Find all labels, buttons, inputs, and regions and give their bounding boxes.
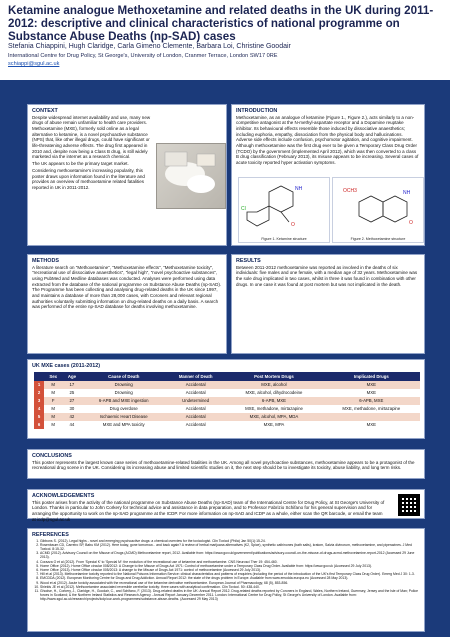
table-row xyxy=(34,381,420,389)
references-title: REFERENCES xyxy=(32,532,69,538)
table-row xyxy=(34,421,420,429)
cell-cause: Drowning xyxy=(81,381,166,389)
reference-item: 6. Home Office (2013). Home Office circular 005/2013: A change to the Misuse of Drugs Act 1971: control of methoxetamine (Accessed 29 July 2013). xyxy=(40,568,420,572)
qr-code[interactable] xyxy=(398,494,420,516)
cell-manner: Accidental xyxy=(166,413,225,421)
poster-header xyxy=(0,0,450,80)
cell-age: 17 xyxy=(62,381,81,389)
cell-cause: 6-APB and MXE ingestion xyxy=(81,397,166,405)
conclusions-text: This poster represents the largest known case series of methoxetamine-related fatalities in the UK. Among all novel psychoactive substances, methoxetamine appears to be a protagonist of the recreational drug scene in the UK. Considering its increasing abuse and limited scientific studies on it, the next step should be to investigate its toxicity, abuse liability, and long term risks. xyxy=(32,459,415,471)
reference-item: 4. Corazza O et al (2012). From 'Special K' to 'Special M': the evolution of the recreational use of ketamine and methoxetamine. CNS Neurosci Ther 19: 454-460. xyxy=(40,560,420,564)
cell-sex: M xyxy=(44,381,62,389)
reference-item: 2. Rosenbaum CD, Carreiro SP, Babu KM (2012). Here today, gone tomorrow... and back again? A review of herbal marijuana alternatives (K2, Spice), synthetic cathinones (bath salts), kratom, Salvia divinorum, methoxetamine, and piperazines. J Med Toxicol. 8:15-32. xyxy=(40,543,420,551)
cell-index: 2 xyxy=(34,389,44,397)
cell-manner: Undetermined xyxy=(166,397,225,405)
context-paragraph: The UK appears to be the primary target market. xyxy=(32,161,129,167)
authors: Stefania Chiappini, Hugh Claridge, Carla Gimeno Clemente, Barbara Loi, Christine Goodair xyxy=(8,43,291,50)
col-header-manner: Manner of Death xyxy=(166,372,225,381)
institution: International Centre for Drug Policy, St George's, University of London, Cranmer Terrace, London SW17 0RE xyxy=(8,53,278,59)
context-text xyxy=(28,115,156,191)
cell-implicated: MXE xyxy=(323,421,420,429)
cell-pm-drugs: MXE, alcohol, dihydrocodeine xyxy=(225,389,322,397)
methods-title: METHODS xyxy=(32,258,59,264)
cell-manner: Accidental xyxy=(166,381,225,389)
figure-1-caption: Figure 1. Ketamine structure xyxy=(261,237,307,241)
context-panel xyxy=(27,104,227,246)
context-paragraph: Despite widespread internet availability and use, many new drugs of abuse remain unfamiliar to health care providers. Methoxetamine (MXE), formerly sold online as a legal alternative to ketamine, is a novel psychoactive substance (NPS) that, like other illegal drugs, could have significant or life-threatening adverse effects. The drug first appeared in 2010 and, despite now being a Class B drug, is still widely marketed via the internet as a research chemical. xyxy=(32,114,151,160)
cell-cause: Drowning xyxy=(81,389,166,397)
table-row xyxy=(34,405,420,413)
cell-sex: M xyxy=(44,405,62,413)
acknowledgements-text: This poster arises from the activity of the national programme on Substance Abuse Deaths (np-SAD) team of the International Centre for Drug Policy, at St George's University of London. Thanks in particular to John Corkery for technical advice and assistance in data preparation, and to Professor Fabrizio Schifano for his general supervision and for arranging the opportunity to work on the np-SAD programme at the ICDP. For more information on np-SAD and ICDP as a whole, either scan the QR barcode, or email the team at icdp@sgul.ac.uk xyxy=(32,499,385,522)
cell-age: 27 xyxy=(62,397,81,405)
svg-text:NH: NH xyxy=(295,186,303,192)
cell-age: 42 xyxy=(62,413,81,421)
figure-2-caption: Figure 2. Methoxetamine structure xyxy=(350,237,406,241)
svg-text:OCH3: OCH3 xyxy=(343,188,357,194)
table-row xyxy=(34,413,420,421)
cell-implicated: 6-APB, MXE xyxy=(323,397,420,405)
reference-item: 1. Gibbons S. (2012). Legal highs - novel and emerging psychoactive drugs: a chemical overview for the toxicologist. Clin Toxicol (Phila) Jan 50(1):15-24. xyxy=(40,539,420,543)
methods-panel xyxy=(27,254,227,354)
col-header-pm-drugs: Post Mortem Drugs xyxy=(225,372,322,381)
cell-cause: Drug overdose xyxy=(81,405,166,413)
table-row xyxy=(34,397,420,405)
col-header-sex: Sex xyxy=(44,372,62,381)
cell-index: 6 xyxy=(34,421,44,429)
cell-implicated: MXE, methadone, mirtazapine xyxy=(323,405,420,413)
reference-item: 9. Wood et al (2012). Acute toxicity associated with the recreational use of the ketamine derivative methoxetamine. European Journal of Pharmacology; 68 (5), 853-856. xyxy=(40,581,420,585)
references-list-wrap xyxy=(28,539,424,602)
context-paragraph: Considering methoxetamine's increasing popularity, this poster draws upon information found in the literature and provides an overview of methoxetamine related fatalities reported in UK in 2011-2012. xyxy=(32,167,145,190)
cell-manner: Accidental xyxy=(166,389,225,397)
cell-manner: Accidental xyxy=(166,421,225,429)
cell-sex: M xyxy=(44,421,62,429)
introduction-title: INTRODUCTION xyxy=(236,108,278,114)
uk-mxe-cases-panel xyxy=(27,359,425,439)
methoxetamine-structure-figure xyxy=(332,177,424,243)
methods-text: A literature search on "Methoxetamine", "Methoxetamine effects", "Methoxetamine toxicity", "recreational use of dissociative anaesthetics", "legal high", "novel psychoactive substances", using PubMed and Medline databases was conducted. Analyses were performed using data extracted from the database of the national programme on Substance Abuse Deaths (np-SAD). The Programme has been collecting and analysing drug-related deaths in the UK since 1997, and maintains a database of more than 28,000 cases, with Coroners and relevant regional authorities voluntarily submitting information on drug-related deaths on a daily basis. A search was performed of the entire np-SAD database for deaths involving methoxetamine. xyxy=(32,264,222,310)
cell-pm-drugs: 6-APB, MXE xyxy=(225,397,322,405)
cell-index: 3 xyxy=(34,397,44,405)
introduction-text: Methoxetamine, as an analogue of ketamine (Figure 1., Figure 2.), acts similarly to a non-competitive antagonist at the N-methyl-aspartate receptor and a Dopamine reuptake inhibitor. Its behavioural effects resemble those induced by dissociative anaesthetics; including euphoria, empathy, dissociation from the physical body and hallucinations. Adverse side effects include confusion, psychomotor agitation, and cognitive impairment. Although methoxetamine was the first drug ever to be given a Temporary Class Drug Order (TCDO) by the government (implemented April 2012), which was then converted to a class B drug classification (February 2013), its misuse appears to be increasing. Several cases of acute toxicity reported hyper activation symptoms. xyxy=(236,114,419,166)
conclusions-panel xyxy=(27,449,425,479)
acknowledgements-panel xyxy=(27,489,425,522)
cell-age: 44 xyxy=(62,421,81,429)
cell-age: 30 xyxy=(62,405,81,413)
cell-sex: M xyxy=(44,389,62,397)
cell-manner: Accidental xyxy=(166,405,225,413)
svg-text:O: O xyxy=(291,222,295,228)
cell-age: 25 xyxy=(62,389,81,397)
reference-item: 11. Ghodse, H., Corkery, J., Claridge, H., Goodair, C., and Schifano, F. (2013). Drug-related deaths in the UK: Annual Report 2012. Drug-related deaths reported by Coroners in England, Wales, Northern Ireland, Guernsey, Jersey and the Isle of Man; Police forces in Scotland; & the Northern Ireland Statistics and Research Agency - Annual Report January-December 2011. London: International Centre for Drug Policy, St George's University of London. Available from: http://www.sgul.ac.uk/research/projects/icdp/our-work-programmes/substance-abuse-deaths. (Accessed 29 May 2013) xyxy=(40,589,420,602)
table-header-row xyxy=(34,372,420,381)
cell-pm-drugs: MXE, alcohol, MPA, MDA xyxy=(225,413,322,421)
col-header-age: Age xyxy=(62,372,81,381)
col-header-implicated: Implicated Drugs xyxy=(323,372,420,381)
cell-pm-drugs: MXE, alcohol xyxy=(225,381,322,389)
cell-cause: MXE and MPA toxicity xyxy=(81,421,166,429)
cell-cause: Ischaemic Heart Disease xyxy=(81,413,166,421)
cell-index: 4 xyxy=(34,405,44,413)
poster-title: Ketamine analogue Methoxetamine and related deaths in the UK during 2011-2012: descriptive and clinical characteristics of national programme on Substance Abuse Deaths (np-SAD) cases xyxy=(8,4,434,43)
reference-item: 3. ACMD (2012). Advisory Council on the Misuse of Drugs (ACMD) Methoxetamine report, 2012. Available from: https://www.gov.uk/government/publications/advisory-council-on-the-misuse-of-drugs-acmd-methoxetamine-report-2012 (Accessed 29 June 2013). xyxy=(40,551,420,559)
table-row xyxy=(34,389,420,397)
cell-sex: F xyxy=(44,397,62,405)
svg-text:O: O xyxy=(409,220,413,226)
table-title: UK MXE cases (2011-2012) xyxy=(32,363,101,369)
acknowledgements-title: ACKNOWLEDGEMENTS xyxy=(32,493,95,499)
cell-implicated: MXE xyxy=(323,389,420,397)
references-list xyxy=(32,539,420,602)
reference-item: 7. Hill et al (2013). Methoxetamine toxicity reported to the National Poisons Information Service: clinical characteristics and patterns of enquiries (including the period of the introduction of the UK's first Temporary Class Drug Order). Emerg Med J 30: 1-3. xyxy=(40,572,420,576)
svg-text:NH: NH xyxy=(403,190,411,196)
methoxetamine-powder-photo xyxy=(156,143,226,209)
reference-item: 10. Shields JE et al (2012). Methoxetamine associated reversible cerebellar toxicity: three cases with analytical confirmation. Clin Toxicol. 50: 438-440. xyxy=(40,585,420,589)
col-header-cause: Cause of Death xyxy=(81,372,166,381)
reference-item: 8. EMCDDA (2012). European Monitoring Centre for Drugs and Drug Addiction. Annual Report 2012: the state of the drugs problem in Europe. Available from www.emcdda.europa.eu (Accessed 28 May 2013). xyxy=(40,576,420,580)
email-link[interactable]: schiappi@sgul.ac.uk xyxy=(8,61,60,67)
context-title: CONTEXT xyxy=(32,108,58,114)
cell-implicated: MXE xyxy=(323,381,420,389)
cases-table xyxy=(34,372,420,429)
cell-pm-drugs: MXE, MPA xyxy=(225,421,322,429)
cell-index: 5 xyxy=(34,413,44,421)
reference-item: 5. Home Office (2012). Home Office circular 008/2012: A Change to the Misuse of Drugs Act 1971: Control of methoxetamine under a Temporary Class Drug Order. Available from: https://www.gov.uk (Accessed 29 July 2013). xyxy=(40,564,420,568)
poster-body xyxy=(0,80,450,637)
cell-index: 1 xyxy=(34,381,44,389)
cell-pm-drugs: MXE, methadone, mirtazapine xyxy=(225,405,322,413)
col-header-index xyxy=(34,372,44,381)
cell-sex: M xyxy=(44,413,62,421)
svg-text:Cl: Cl xyxy=(241,206,246,212)
conclusions-title: CONCLUSIONS xyxy=(32,453,72,459)
introduction-panel xyxy=(231,104,425,246)
references-panel xyxy=(27,528,425,632)
ketamine-structure-figure xyxy=(238,177,330,243)
cell-implicated xyxy=(323,413,420,421)
results-panel xyxy=(231,254,425,354)
results-title: RESULTS xyxy=(236,258,261,264)
results-text: Between 2011-2012 methoxetamine was reported as involved in the deaths of six individuals: five males and one female, with a median age of 32 years. Methoxetamine was the sole drug implicated in two cases, whilst in three it was found in combination with other drugs. In one case it was found at post mortem but was not implicated in the death. xyxy=(236,264,418,287)
